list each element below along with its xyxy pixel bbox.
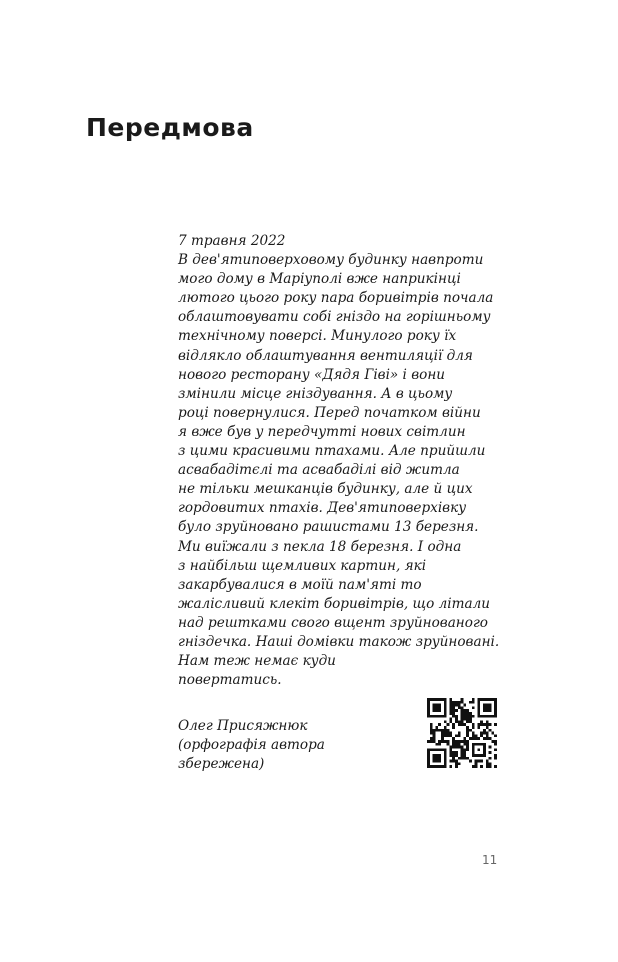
preface-line: гордовитих птахів. Дев'ятиповерхівку [178, 500, 467, 517]
preface-line: гніздечка. Наші домівки також зруйновані. [178, 633, 500, 650]
preface-line: над рештками свого вщент зруйнованого [178, 614, 488, 631]
preface-line: Нам теж немає куди [178, 653, 336, 670]
author-note: збережена) [178, 756, 265, 773]
author-signature [178, 717, 378, 774]
preface-line: лютого цього року пара боривітрів почала [178, 290, 494, 307]
preface-line: Ми виїжали з пекла 18 березня. І одна [178, 538, 462, 555]
preface-line: році повернулися. Перед початком війни [178, 404, 481, 421]
preface-line: жаліcливий клекіт боривітрів, що літали [178, 595, 491, 612]
page-title: Передмова [86, 113, 254, 142]
preface-line: облаштовувати собі гніздо на горішньому [178, 309, 491, 326]
preface-body [178, 232, 498, 690]
preface-line: асвабадітєлі та асвабаділі від житла [178, 462, 460, 479]
preface-line: було зруйновано рашистами 13 березня. [178, 519, 479, 536]
preface-line: відлякло облаштування вентиляції для [178, 347, 473, 364]
preface-line: нового ресторану «Дядя Гіві» і вони [178, 366, 446, 383]
preface-date: 7 травня 2022 [178, 233, 286, 249]
preface-line: з цими красивими птахами. Але прийшли [178, 443, 486, 460]
page-number: 11 [482, 853, 498, 867]
preface-line: мого дому в Маріуполі вже наприкінці [178, 271, 461, 288]
preface-line: я вже був у передчутті нових світлин [178, 423, 466, 440]
author-name: Олег Присяжнюк [178, 718, 308, 734]
qr-code-icon [427, 698, 497, 768]
preface-line: змінили місце гніздування. А в цьому [178, 385, 453, 402]
preface-line: з найбільш щемливих картин, які [178, 557, 427, 574]
preface-line: В дев'ятиповерховому будинку навпроти [178, 252, 484, 269]
preface-line: не тільки мешканців будинку, але й цих [178, 481, 473, 498]
preface-line: закарбувалися в моїй пам'яті то [178, 576, 422, 593]
author-note: (орфографія автора [178, 737, 325, 754]
preface-line: повертатись. [178, 672, 282, 689]
preface-line: технічному поверсі. Минулого року їх [178, 328, 457, 345]
